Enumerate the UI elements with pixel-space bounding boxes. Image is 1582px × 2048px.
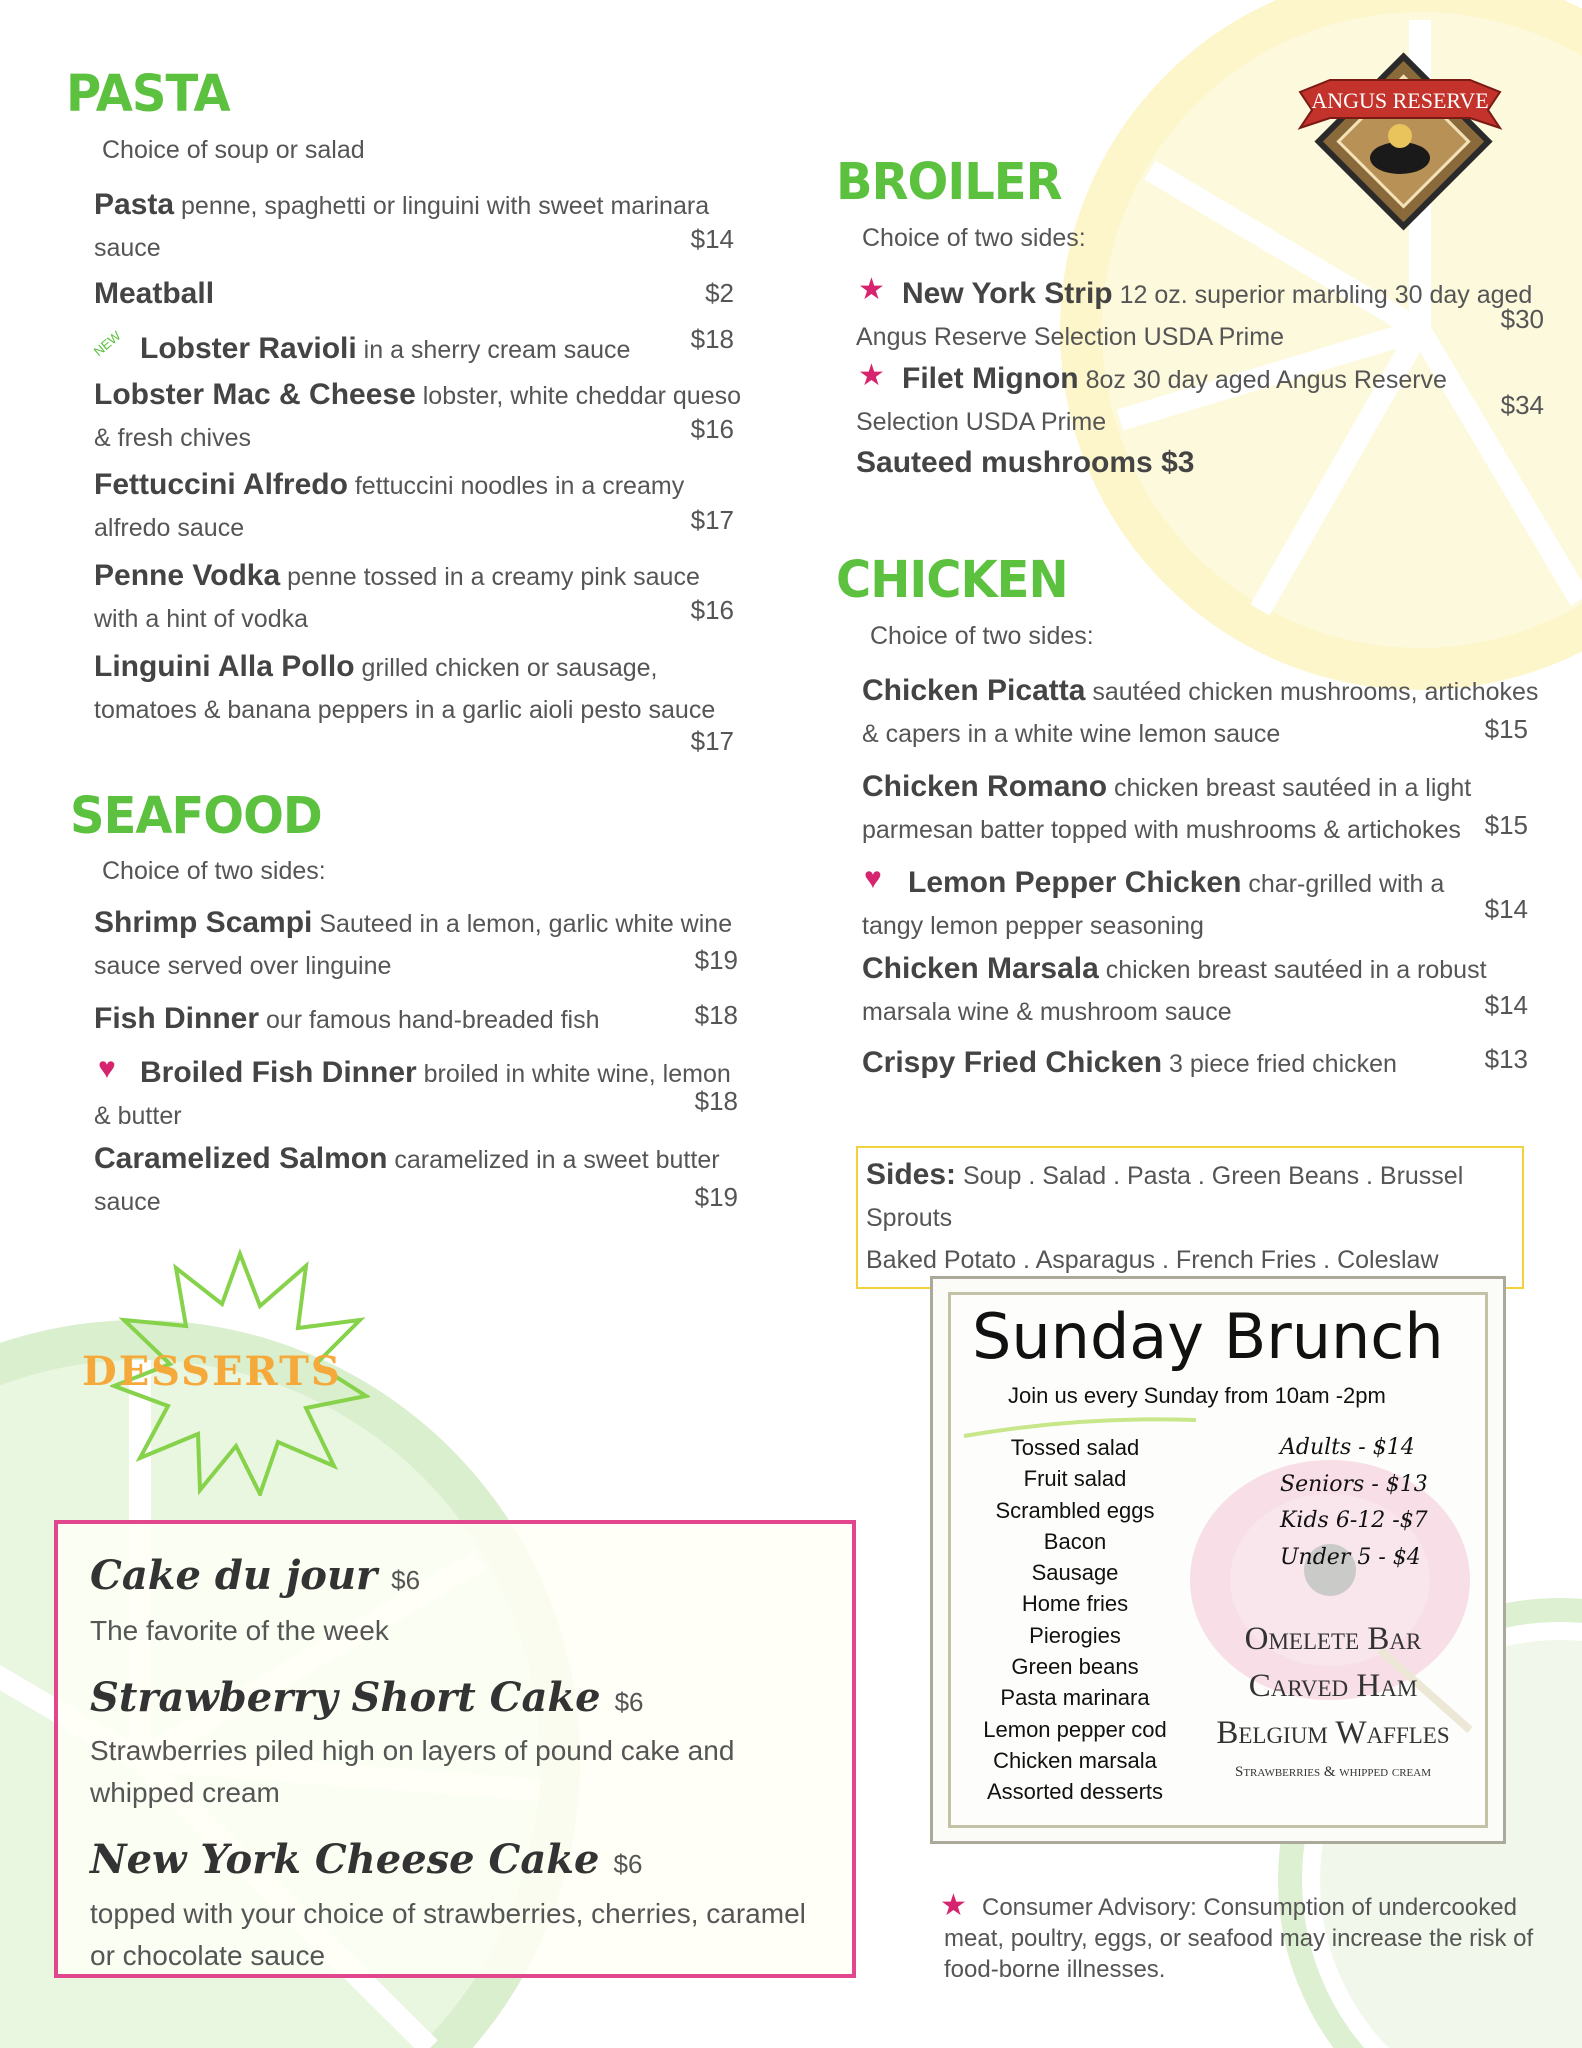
menu-item-price: $16	[690, 414, 734, 444]
brunch-menu-item: Tossed salad	[1010, 1435, 1140, 1460]
seafood-title: SEAFOOD	[70, 786, 322, 846]
brunch-price: Kids 6-12 -$7	[1280, 1508, 1428, 1533]
menu-item: Filet Mignon 8oz 30 day aged Angus Reserve Selection USDA Prime	[856, 362, 1447, 436]
heart-icon: ♥	[98, 1052, 116, 1085]
pasta-title: PASTA	[66, 64, 230, 124]
seafood-note: Choice of two sides:	[102, 857, 326, 885]
angus-reserve-logo	[1290, 40, 1510, 270]
brunch-menu-item: Bacon	[1043, 1528, 1107, 1554]
menu-item-price: $19	[694, 1182, 738, 1212]
menu-item: Fettuccini Alfredo fettuccini noodles in a creamy alfredo sauce	[94, 468, 685, 542]
brunch-menu-item: Scrambled eggs	[995, 1497, 1155, 1523]
brunch-menu-item: Chicken marsala	[993, 1747, 1157, 1773]
angus-reserve-logo-graphic	[1290, 40, 1510, 270]
menu-item-price: $14	[690, 224, 734, 254]
brunch-price: Under 5 - $4	[1280, 1544, 1421, 1570]
menu-item-price: $16	[690, 595, 734, 625]
menu-item: Chicken Picatta sautéed chicken mushrooms, artichokes & capers in a white wine lemon sauce	[862, 674, 1539, 748]
menu-item-price: $14	[1484, 990, 1528, 1020]
broiler-note: Choice of two sides:	[862, 224, 1086, 252]
menu-item-price: $19	[694, 945, 738, 975]
star-icon: ★	[940, 1889, 967, 1922]
menu-item: Meatball	[94, 277, 215, 310]
dessert-name: Cake du jour $6	[90, 1552, 421, 1599]
brunch-menu-list	[968, 1432, 1182, 1808]
sides-box	[856, 1146, 1524, 1289]
desserts-title: DESSERTS	[82, 1348, 342, 1395]
menu-item: Lobster Mac & Cheese lobster, white cheddar queso & fresh chives	[94, 378, 741, 452]
menu-item-price: $18	[694, 1000, 738, 1030]
menu-item-price: $15	[1484, 810, 1528, 840]
star-icon: ★	[858, 273, 885, 306]
dessert-price: $6	[613, 1849, 643, 1879]
menu-item: Crispy Fried Chicken 3 piece fried chicken	[862, 1046, 1397, 1079]
menu-item: Broiled Fish Dinner broiled in white wine, lemon & butter	[94, 1056, 731, 1130]
brunch-menu-item: Pasta marinara	[1000, 1685, 1150, 1711]
brunch-feature: Belgium Waffles	[1216, 1715, 1450, 1751]
brunch-menu-item: Green beans	[1011, 1654, 1139, 1680]
heart-icon: ♥	[864, 862, 882, 895]
chicken-note: Choice of two sides:	[870, 622, 1094, 650]
menu-item-price: $34	[1500, 390, 1544, 420]
brunch-price: Adults - $14	[1280, 1435, 1415, 1460]
brunch-price: Seniors - $13	[1280, 1471, 1428, 1497]
brunch-features	[1188, 1616, 1478, 1757]
brunch-title: Sunday Brunch	[972, 1300, 1444, 1373]
menu-item-price: $13	[1484, 1044, 1528, 1074]
menu-item-price: $18	[690, 324, 734, 354]
menu-item: Caramelized Salmon caramelized in a sweet butter sauce	[94, 1142, 720, 1216]
menu-item: Lemon Pepper Chicken char-grilled with a tangy lemon pepper seasoning	[862, 866, 1445, 940]
menu-item-price: $15	[1484, 714, 1528, 744]
menu-item: Pasta penne, spaghetti or linguini with sweet marinara sauce	[94, 188, 710, 262]
menu-item-price: $14	[1484, 894, 1528, 924]
brunch-prices	[1280, 1430, 1450, 1576]
brunch-feature: Carved Ham	[1248, 1668, 1418, 1704]
menu-item-price: $17	[690, 505, 734, 535]
dessert-desc: The favorite of the week	[90, 1615, 389, 1646]
dessert-desc: topped with your choice of strawberries, cherries, caramel or chocolate sauce	[90, 1898, 806, 1971]
dessert-name: New York Cheese Cake $6	[90, 1836, 643, 1883]
brunch-menu-item: Assorted desserts	[986, 1779, 1164, 1805]
dessert-desc: Strawberries piled high on layers of pound cake and whipped cream	[90, 1735, 735, 1808]
brunch-menu-item: Sausage	[1031, 1560, 1119, 1586]
brunch-menu-item: Fruit salad	[1023, 1466, 1127, 1492]
brunch-menu-item: Pierogies	[1029, 1622, 1121, 1648]
menu-item: New York Strip 12 oz. superior marbling 30 day aged Angus Reserve Selection USDA Prime	[856, 277, 1533, 351]
brunch-feature: Omelete Bar	[1244, 1621, 1422, 1657]
dessert-name: Strawberry Short Cake $6	[90, 1674, 644, 1721]
consumer-advisory: Consumer Advisory: Consumption of undercooked meat, poultry, eggs, or seafood may increase the risk of food-borne illnesses.	[944, 1894, 1534, 1983]
menu-item: Fish Dinner our famous hand-breaded fish	[94, 1002, 600, 1035]
broiler-addon: Sauteed mushrooms $3	[856, 446, 1195, 479]
menu-item: Shrimp Scampi Sauteed in a lemon, garlic white wine sauce served over linguine	[94, 906, 733, 980]
sides-line-1: Sides: Soup . Salad . Pasta . Green Beans . Brussel Sprouts	[866, 1158, 1464, 1232]
menu-item-price: $2	[705, 278, 734, 308]
svg-text:ANGUS RESERVE: ANGUS RESERVE	[1311, 88, 1489, 113]
menu-item: Chicken Romano chicken breast sautéed in a light parmesan batter topped with mushrooms & artichokes	[862, 770, 1472, 844]
broiler-title: BROILER	[836, 152, 1062, 212]
sides-line-2: Baked Potato . Asparagus . French Fries . Coleslaw	[866, 1246, 1439, 1274]
dessert-price: $6	[614, 1687, 644, 1717]
menu-item: Lobster Ravioli in a sherry cream sauce	[140, 332, 631, 365]
menu-item-price: $18	[694, 1086, 738, 1116]
chicken-title: CHICKEN	[836, 550, 1068, 610]
brunch-menu-item: Lemon pepper cod	[983, 1716, 1167, 1742]
star-icon: ★	[858, 359, 885, 392]
new-badge: NEW	[90, 328, 124, 359]
brunch-feature-note: Strawberries & whipped cream	[1235, 1764, 1431, 1780]
menu-item: Chicken Marsala chicken breast sautéed in a robust marsala wine & mushroom sauce	[862, 952, 1487, 1026]
brunch-subtitle: Join us every Sunday from 10am -2pm	[1008, 1383, 1386, 1408]
menu-item: Linguini Alla Pollo grilled chicken or sausage, tomatoes & banana peppers in a garlic aioli pesto sauce	[94, 650, 716, 724]
brunch-menu-item: Home fries	[1021, 1591, 1129, 1617]
menu-item: Penne Vodka penne tossed in a creamy pink sauce with a hint of vodka	[94, 559, 700, 633]
dessert-price: $6	[391, 1565, 421, 1595]
pasta-note: Choice of soup or salad	[102, 136, 365, 164]
menu-item-price: $17	[690, 726, 734, 756]
menu-item-price: $30	[1500, 304, 1544, 334]
